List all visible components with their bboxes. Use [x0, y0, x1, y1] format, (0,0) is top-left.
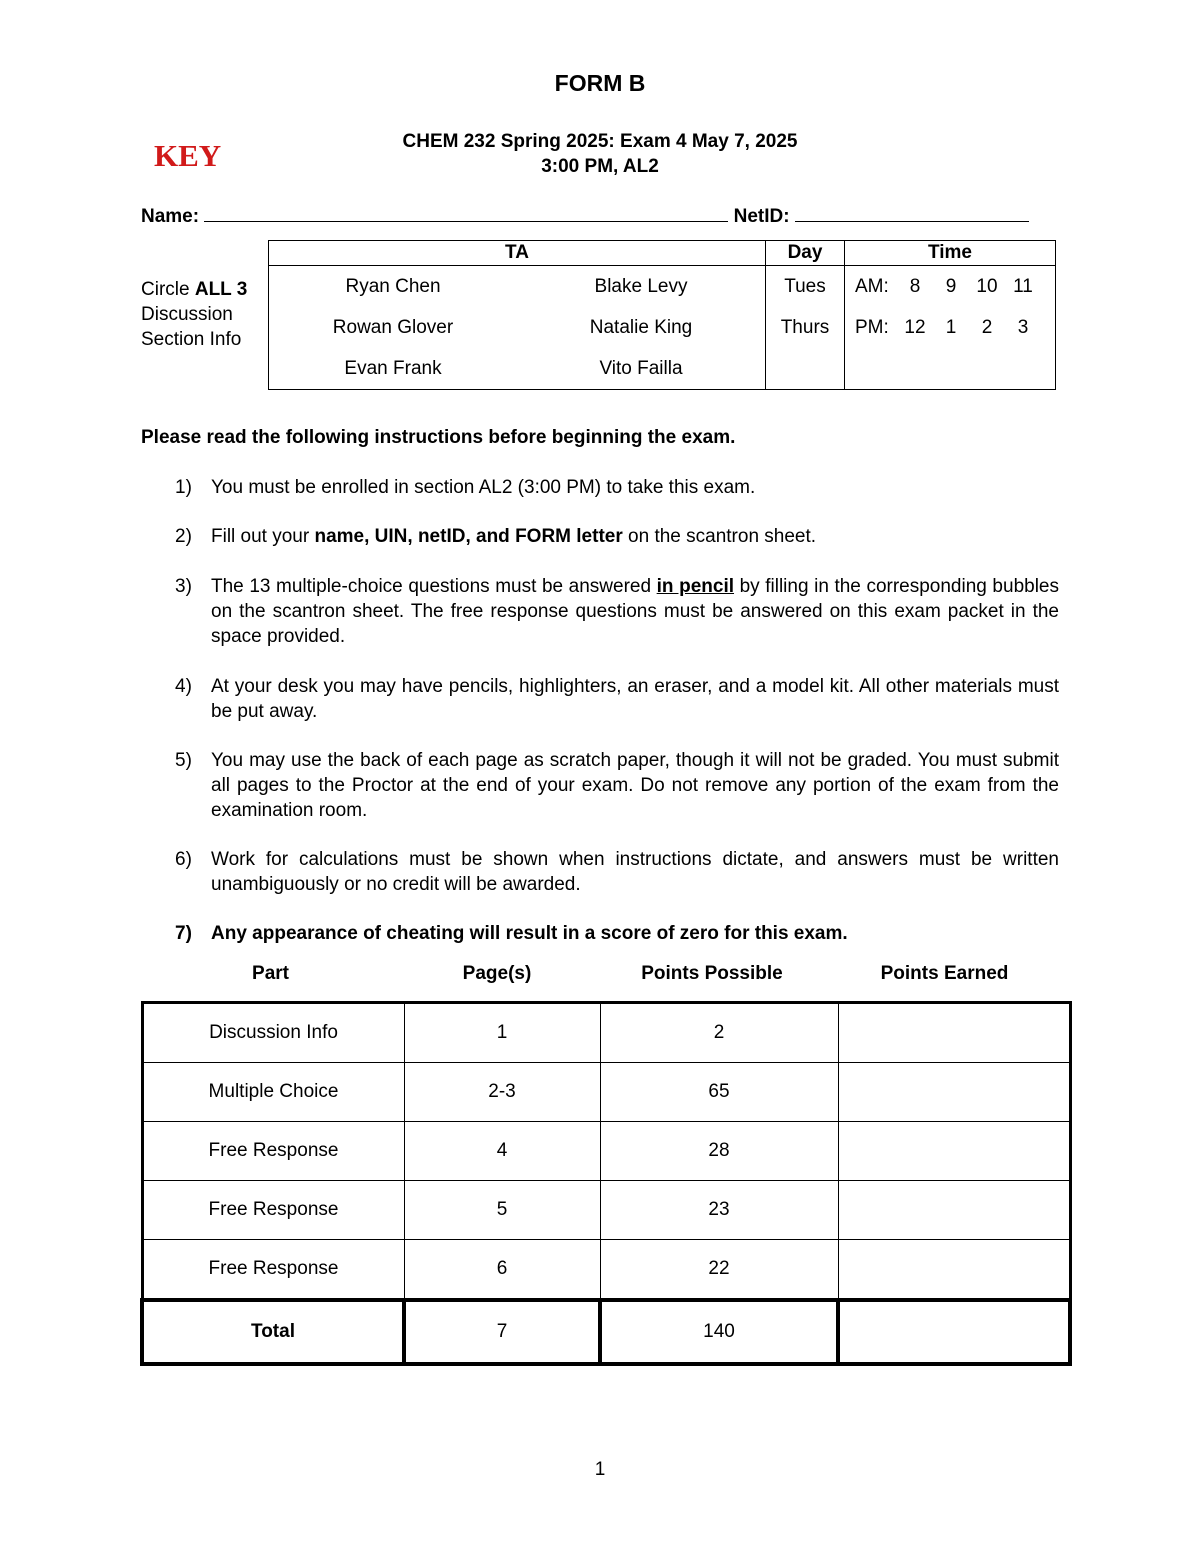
time-option[interactable]: 3 [1017, 317, 1029, 338]
instruction-number: 2) [175, 526, 192, 547]
day-header: Day [766, 241, 845, 266]
time-option[interactable]: 2 [981, 317, 993, 338]
discussion-label-line3: Section Info [141, 329, 242, 350]
instruction-item [141, 674, 1059, 724]
instruction-text: At your desk you may have pencils, highlighters, an eraser, and a model kit. All other materials must be put away. [211, 676, 1059, 722]
time-option[interactable]: 9 [945, 276, 957, 297]
instruction-text: Any appearance of cheating will result in a score of zero for this exam. [211, 923, 848, 944]
instruction-item [141, 748, 1059, 823]
name-netid-row [141, 203, 1029, 228]
instruction-text: Fill out your name, UIN, netID, and FORM letter on the scantron sheet. [211, 526, 817, 547]
points-possible-cell: 22 [600, 1240, 838, 1301]
time-option[interactable]: 12 [904, 317, 926, 338]
instruction-text: You must be enrolled in section AL2 (3:00 PM) to take this exam. [211, 477, 756, 498]
table-row [142, 1003, 1070, 1063]
instruction-bold: name, UIN, netID, and FORM letter [314, 526, 623, 547]
instruction-item [141, 847, 1059, 897]
instruction-text: Work for calculations must be shown when instructions dictate, and answers must be written unambiguously or no credit will be awarded. [211, 849, 1059, 895]
key-stamp: KEY [154, 138, 222, 173]
points-earned-cell[interactable] [838, 1122, 1070, 1181]
points-possible-cell: 65 [600, 1063, 838, 1122]
col-header-points-earned: Points Earned [880, 963, 1009, 984]
page-number: 1 [594, 1459, 606, 1480]
instruction-number: 6) [175, 849, 192, 870]
table-row [142, 1181, 1070, 1240]
netid-field[interactable] [795, 203, 1029, 222]
points-possible-cell: 23 [600, 1181, 838, 1240]
pages-cell: 5 [404, 1181, 600, 1240]
name-field[interactable] [204, 203, 728, 222]
time-option[interactable]: 10 [976, 276, 998, 297]
instruction-number: 1) [175, 477, 192, 498]
total-label-cell: Total [142, 1300, 404, 1364]
discussion-label-line2: Discussion [141, 304, 233, 325]
points-earned-cell[interactable] [838, 1003, 1070, 1063]
points-possible-cell: 2 [600, 1003, 838, 1063]
part-cell: Free Response [142, 1122, 404, 1181]
day-option[interactable]: Thurs [780, 317, 830, 338]
pm-label: PM: [855, 317, 889, 338]
in-pencil-emphasis: in pencil [656, 576, 735, 597]
total-pages-cell: 7 [404, 1300, 600, 1364]
discussion-section-table [268, 240, 1056, 390]
pages-cell: 1 [404, 1003, 600, 1063]
day-option[interactable]: Tues [784, 276, 826, 297]
time-option[interactable]: 11 [1013, 276, 1033, 297]
total-points-possible-cell: 140 [600, 1300, 838, 1364]
am-label: AM: [855, 276, 889, 297]
table-row [142, 1063, 1070, 1122]
instruction-item [141, 475, 1059, 500]
instruction-text: You may use the back of each page as scratch paper, though it will not be graded. You must submit all pages to the Proctor at the end of your exam. Do not remove any portion of the exam from the examination room. [211, 750, 1059, 821]
ta-options [269, 266, 765, 389]
pm-row [845, 307, 1055, 348]
total-points-earned-cell[interactable] [838, 1300, 1070, 1364]
form-title: FORM B [554, 70, 646, 96]
instruction-number: 3) [175, 576, 192, 597]
ta-option[interactable]: Natalie King [589, 317, 693, 338]
ta-option[interactable]: Vito Failla [599, 358, 683, 379]
discussion-label [141, 277, 247, 352]
circle-prefix: Circle [141, 279, 195, 300]
instruction-number: 7) [175, 923, 192, 944]
instruction-item [141, 524, 1059, 549]
col-header-pages: Page(s) [462, 963, 532, 984]
ta-option[interactable]: Rowan Glover [332, 317, 454, 338]
ta-option[interactable]: Ryan Chen [345, 276, 441, 297]
col-header-points-possible: Points Possible [641, 963, 783, 984]
instruction-item [141, 921, 1059, 946]
time-options [845, 266, 1056, 390]
table-row [142, 1122, 1070, 1181]
instruction-text: The 13 multiple-choice questions must be answered in pencil by filling in the corresponding bubbles on the scantron sheet. The free response questions must be answered on this exam packet in the space provided. [211, 576, 1059, 647]
name-label: Name: [141, 206, 200, 227]
time-header: Time [845, 241, 1056, 266]
points-possible-cell: 28 [600, 1122, 838, 1181]
pages-cell: 4 [404, 1122, 600, 1181]
time-option[interactable]: 1 [945, 317, 957, 338]
day-options [766, 266, 845, 390]
col-header-part: Part [252, 963, 289, 984]
circle-all-3: ALL 3 [194, 279, 248, 300]
instruction-number: 5) [175, 750, 192, 771]
time-option[interactable]: 8 [909, 276, 921, 297]
ta-option[interactable]: Blake Levy [594, 276, 688, 297]
instructions-heading: Please read the following instructions before beginning the exam. [141, 427, 736, 448]
ta-header: TA [269, 241, 766, 266]
points-earned-cell[interactable] [838, 1240, 1070, 1301]
netid-label: NetID: [733, 206, 790, 227]
am-row [845, 266, 1055, 307]
part-cell: Multiple Choice [142, 1063, 404, 1122]
instruction-number: 4) [175, 676, 192, 697]
score-table [140, 1001, 1072, 1366]
points-earned-cell[interactable] [838, 1063, 1070, 1122]
ta-option[interactable]: Evan Frank [344, 358, 442, 379]
pages-cell: 2-3 [404, 1063, 600, 1122]
exam-title [0, 129, 1200, 179]
part-cell: Free Response [142, 1181, 404, 1240]
instruction-item [141, 574, 1059, 649]
exam-title-line1: CHEM 232 Spring 2025: Exam 4 May 7, 2025 [402, 131, 798, 152]
points-earned-cell[interactable] [838, 1181, 1070, 1240]
total-row [142, 1300, 1070, 1364]
exam-title-line2: 3:00 PM, AL2 [541, 156, 659, 177]
pages-cell: 6 [404, 1240, 600, 1301]
part-cell: Free Response [142, 1240, 404, 1301]
part-cell: Discussion Info [142, 1003, 404, 1063]
table-row [142, 1240, 1070, 1301]
